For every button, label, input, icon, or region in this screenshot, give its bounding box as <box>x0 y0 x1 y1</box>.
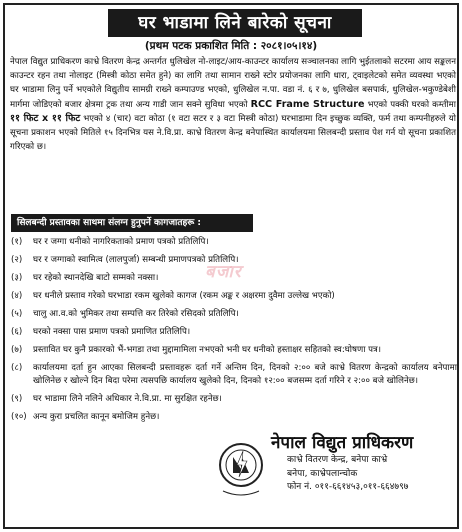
item-text: घर भाडामा लिने नलिने अधिकार ने.वि.प्रा. मा सुरक्षित रहनेछ। <box>33 394 222 405</box>
documents-header: सिलबन्दी प्रस्तावका साथमा संलग्न हुनुपर्ने कागजातहरू : <box>11 214 253 232</box>
item-text: कार्यालयमा दर्ता हुन आएका सिलबन्दी प्रस्तावहरू दर्ता गर्ने अन्तिम दिन, दिनको २:०० बजे काभ्रे वितरण केन्द्रको कार्यालय बनेपामा खोलिनेछ र खोल्ने दिन बिदा परेमा त्यसपछि कार्यालय खुलेको दिन, दिनको १२:०० बजसम्म दर्ता गरिने र २:०० बजे खोलिनेछ। <box>33 362 457 387</box>
item-number: (१०) <box>11 412 27 423</box>
organization-address: बनेपा, काभ्रेपलान्चोक <box>287 468 358 479</box>
item-number: (३) <box>11 272 23 283</box>
item-number: (२) <box>11 254 23 265</box>
list-item <box>11 308 457 322</box>
organization-office: काभ्रे वितरण केन्द्र, बनेपा काभ्रे <box>287 455 388 465</box>
organization-block <box>267 432 459 495</box>
item-text: चालु आ.व.को भुमिकर तथा सम्पत्ति कर तिरेको रसिदको प्रतिलिपि। <box>33 308 239 319</box>
organization-name: नेपाल विद्युत प्राधिकरण <box>271 433 414 453</box>
watermark-text: बजार <box>205 262 242 282</box>
item-number: (९) <box>11 394 23 405</box>
body-bold-room-size: ११ फिट x ११ फिट <box>10 112 81 124</box>
list-item <box>11 290 457 304</box>
item-number: (५) <box>11 308 23 319</box>
body-bold-structure: RCC Frame Structure <box>250 98 365 110</box>
item-number: (६) <box>11 326 23 337</box>
body-text-part2: भएको पक्की घरको कम्तीमा <box>367 99 456 110</box>
item-text: घर र जग्गाको स्वामित्व (लालपुर्जा) सम्बन्धी प्रमाणपत्रको प्रतिलिपि। <box>33 254 239 265</box>
list-item <box>11 326 457 340</box>
item-text: घर र जग्गा धनीको नागरिकताको प्रमाण पत्रको प्रतिलिपि। <box>33 237 209 247</box>
item-number: (१) <box>11 237 23 247</box>
notice-body <box>10 55 456 154</box>
notice-panel <box>3 3 459 529</box>
item-text: घरको नक्सा पास प्रमाण पत्रको प्रमाणित प्रतिलिपि। <box>33 326 191 337</box>
body-text-part1: नेपाल विद्युत प्राधिकरण काभ्रे वितरण केन्द्र अन्तर्गत धुलिखेल नो-लाइट/आय-काउन्टर कार्यालय सञ्चालनका लागि भुईतलाको सटरमा आय सङ्कलन काउन्टर रहन तथा नोलाइट (मिस्त्री कोठा समेत हुने) का लागि तथा सामान राख्ने स्टोर प्रयोजनका लागि धारा, ट्वाइलेटको समेत व्यवस्था भएको घर भाडामा लिनु पर्ने भएकोले विद्युतीय सामग्री राख्ने कम्पाउण्ड भएको, धुलिखेल न.पा. वडा नं. ६ र ७, धुलिखेल बसपार्क, धुलिखेल-भकुण्डेबेशी मार्गमा जोडिएको बजार क्षेत्रमा ट्रक तथा अन्य गाडी जान सक्ने सुविधा भएको <box>10 57 456 110</box>
notice-subtitle: (प्रथम पटक प्रकाशित मिति : २०८१।०५।१४) <box>144 40 318 52</box>
item-number: (८) <box>11 362 23 373</box>
body-text-part3: भएको ४ (चार) वटा कोठा (१ वटा सटर र ३ वटा मिस्त्री कोठा) घरभाडामा दिन इच्छुक व्यक्ति, फर्म तथा कम्पनीहरुले यो सूचना प्रकाशन भएको मितिले १५ दिनभित्र यस ने.वि.प्रा. काभ्रे वितरण केन्द्र बनेपास्थित कार्यालयमा सिलबन्दी प्रस्ताव पेश गर्न यो सूचना प्रकाशित गरिएको छ। <box>10 113 456 153</box>
item-number: (४) <box>11 290 23 301</box>
organization-phone: फोन नं. ०११-६६१४५३,०११-६६४७९७ <box>287 482 409 492</box>
list-item <box>11 393 457 407</box>
list-item <box>11 411 457 425</box>
list-item <box>11 344 457 358</box>
item-text: घर रहेको स्थानदेखि बाटो सम्मको नक्सा। <box>33 272 159 283</box>
item-text: घर धनीले प्रस्ताव गरेको घरभाडा रकम खुलेको कागज (रकम अङ्क र अक्षरमा दुवैमा उल्लेख भएको) <box>33 290 335 301</box>
list-item <box>11 362 457 389</box>
list-item <box>11 236 457 250</box>
item-number: (७) <box>11 344 23 355</box>
item-text: प्रस्तावित घर कुनै प्रकारको भैं-भगडा तथा मुद्दामामिला नभएको भनी घर धनीको हस्ताक्षर सहितको स्व:घोषणा पत्र। <box>33 344 382 355</box>
item-text: अन्य कुरा प्रचलित कानून बमोजिम हुनेछ। <box>33 412 160 423</box>
nea-logo-icon <box>217 435 265 501</box>
notice-title: घर भाडामा लिने बारेको सूचना <box>108 9 362 37</box>
